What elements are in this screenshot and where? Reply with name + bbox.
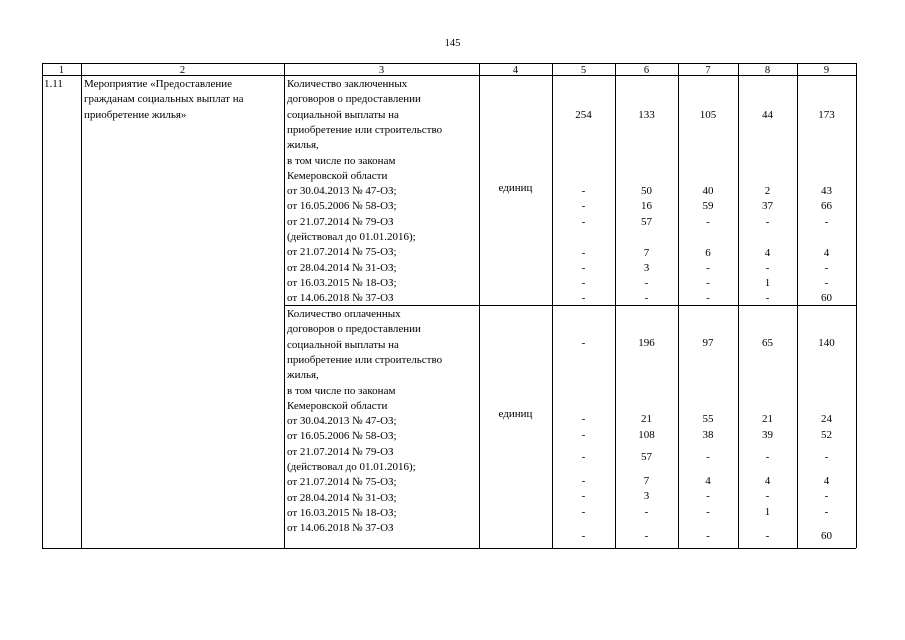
indicator-line: приобретение или строительство — [287, 123, 443, 136]
value-cell: 4 — [823, 247, 830, 259]
value-cell: - — [581, 475, 586, 487]
value-cell: 21 — [641, 413, 652, 425]
value-cell: 6 — [705, 247, 711, 259]
indicator-line: в том числе по законам — [287, 154, 396, 167]
value-cell: 59 — [702, 200, 714, 212]
value-cell: 108 — [638, 429, 655, 441]
value-cell: 3 — [643, 490, 650, 502]
unit-cell: единиц — [498, 408, 533, 420]
value-cell: - — [824, 490, 829, 502]
value-cell: - — [765, 292, 770, 304]
indicator-line: от 28.04.2014 № 31-ОЗ; — [287, 491, 397, 504]
indicator-line: от 16.05.2006 № 58-ОЗ; — [287, 200, 397, 213]
header-cell: 3 — [378, 65, 385, 76]
indicator-line: социальной выплаты на — [287, 338, 399, 351]
value-cell: - — [824, 506, 829, 518]
value-cell: 37 — [762, 200, 773, 212]
value-cell: 60 — [821, 292, 832, 304]
total-value-cell: - — [581, 337, 586, 349]
value-cell: 3 — [643, 262, 650, 274]
value-cell: 57 — [641, 216, 652, 228]
value-cell: 1 — [764, 506, 771, 518]
total-value-cell: 65 — [762, 337, 773, 349]
value-cell: - — [581, 200, 586, 212]
total-value-cell: 44 — [762, 109, 773, 121]
indicator-line: Количество заключенных — [287, 78, 408, 90]
value-cell: 24 — [821, 413, 832, 425]
measure-line: Мероприятие «Предоставление — [84, 78, 233, 90]
row-number: 1.11 — [44, 78, 63, 90]
indicator-line: жилья, — [287, 139, 319, 152]
indicator-line: от 21.07.2014 № 75-ОЗ; — [287, 476, 397, 489]
column-divider — [42, 63, 43, 548]
indicator-line: от 30.04.2013 № 47-ОЗ; — [287, 415, 397, 428]
total-value-cell: 133 — [638, 109, 655, 121]
value-cell: 4 — [823, 475, 830, 487]
value-cell: 57 — [641, 451, 652, 463]
value-cell: - — [581, 185, 586, 197]
value-cell: - — [765, 262, 770, 274]
value-cell: - — [706, 490, 710, 502]
column-divider — [284, 63, 285, 548]
indicator-line: от 16.03.2015 № 18-ОЗ; — [287, 506, 397, 519]
value-cell: 52 — [821, 429, 832, 441]
value-cell: - — [824, 451, 829, 463]
value-cell: - — [706, 277, 710, 289]
value-cell: 7 — [643, 475, 650, 487]
value-cell: - — [581, 451, 586, 463]
value-cell: - — [644, 292, 649, 304]
value-cell: - — [581, 490, 586, 502]
header-cell: 9 — [823, 65, 830, 76]
indicator-line: Кемеровской области — [287, 169, 388, 182]
value-cell: - — [765, 451, 770, 463]
value-cell: - — [581, 247, 586, 259]
indicator-line: (действовал до 01.01.2016); — [287, 461, 416, 473]
value-cell: 55 — [702, 413, 714, 425]
total-value-cell: 97 — [702, 337, 714, 349]
header-cell: 6 — [643, 65, 650, 76]
value-cell: - — [581, 262, 586, 274]
indicator-line: от 21.07.2014 № 79-ОЗ — [287, 215, 394, 228]
value-cell: - — [644, 506, 649, 518]
value-cell: - — [706, 262, 710, 274]
table-bottom-border — [42, 548, 856, 549]
value-cell: - — [581, 292, 586, 304]
value-cell: 43 — [821, 185, 832, 197]
value-cell: 39 — [762, 429, 773, 441]
indicator-line: договоров о предоставлении — [287, 93, 421, 106]
value-cell: 4 — [764, 475, 771, 487]
indicator-line: в том числе по законам — [287, 384, 396, 397]
indicator-line: Количество оплаченных — [287, 308, 401, 320]
total-value-cell: 105 — [699, 109, 717, 121]
value-cell: - — [644, 530, 649, 542]
value-cell: - — [581, 216, 586, 228]
indicator-line: Кемеровской области — [287, 399, 388, 412]
value-cell: 16 — [641, 200, 652, 212]
value-cell: - — [824, 262, 829, 274]
indicator-line: от 14.06.2018 № 37-ОЗ — [287, 292, 394, 305]
indicator-line: от 21.07.2014 № 79-ОЗ — [287, 445, 394, 458]
header-cell: 7 — [705, 65, 711, 76]
value-cell: - — [581, 429, 586, 441]
measure-line: приобретение жилья» — [84, 108, 187, 121]
unit-cell: единиц — [498, 182, 533, 194]
value-cell: - — [581, 277, 586, 289]
value-cell: - — [706, 530, 710, 542]
value-cell: 40 — [702, 185, 714, 197]
total-value-cell: 196 — [638, 337, 655, 349]
indicator-line: (действовал до 01.01.2016); — [287, 231, 416, 243]
value-cell: - — [706, 216, 710, 228]
value-cell: - — [581, 413, 586, 425]
indicator-line: от 14.06.2018 № 37-ОЗ — [287, 522, 394, 535]
header-cell: 4 — [512, 65, 519, 76]
value-cell: 66 — [821, 200, 832, 212]
total-value-cell: 254 — [575, 109, 592, 121]
table-top-border — [42, 63, 856, 64]
value-cell: - — [765, 530, 770, 542]
value-cell: 2 — [764, 185, 771, 197]
indicator-line: от 16.05.2006 № 58-ОЗ; — [287, 430, 397, 443]
total-value-cell: 173 — [818, 109, 835, 121]
value-cell: 21 — [762, 413, 773, 425]
value-cell: 1 — [764, 277, 771, 289]
value-cell: - — [581, 506, 586, 518]
indicator-line: социальной выплаты на — [287, 108, 399, 121]
value-cell: 50 — [641, 185, 652, 197]
column-divider — [479, 63, 480, 548]
value-cell: - — [765, 490, 770, 502]
column-divider — [856, 63, 857, 548]
value-cell: - — [765, 216, 770, 228]
value-cell: - — [644, 277, 649, 289]
indicator-line: жилья, — [287, 369, 319, 382]
header-cell: 2 — [179, 65, 186, 76]
value-cell: 60 — [821, 530, 832, 542]
value-cell: 4 — [705, 475, 711, 487]
indicator-line: от 16.03.2015 № 18-ОЗ; — [287, 276, 397, 289]
value-cell: 7 — [643, 247, 650, 259]
value-cell: - — [706, 292, 710, 304]
indicator-line: приобретение или строительство — [287, 353, 443, 366]
value-cell: - — [824, 216, 829, 228]
indicator-line: от 21.07.2014 № 75-ОЗ; — [287, 246, 397, 259]
indicator-line: от 28.04.2014 № 31-ОЗ; — [287, 261, 397, 274]
value-cell: 38 — [702, 429, 714, 441]
value-cell: 4 — [764, 247, 771, 259]
value-cell: - — [581, 530, 586, 542]
indicator-line: договоров о предоставлении — [287, 323, 421, 336]
header-cell: 5 — [580, 65, 587, 76]
indicator-line: от 30.04.2013 № 47-ОЗ; — [287, 185, 397, 198]
column-divider — [81, 63, 82, 548]
total-value-cell: 140 — [818, 337, 835, 349]
value-cell: - — [706, 451, 710, 463]
measure-line: гражданам социальных выплат на — [84, 93, 244, 106]
page-number: 145 — [444, 38, 461, 49]
value-cell: - — [706, 506, 710, 518]
header-cell: 1 — [58, 65, 65, 76]
header-cell: 8 — [764, 65, 771, 76]
value-cell: - — [824, 277, 829, 289]
